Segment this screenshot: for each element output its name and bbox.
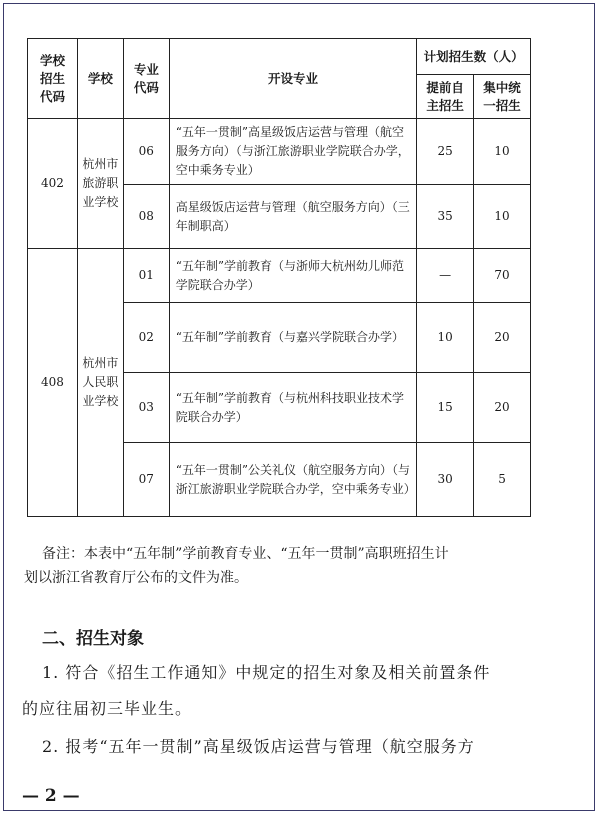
header-early: 提前自 主招生 bbox=[417, 75, 474, 119]
major-code-cell: 08 bbox=[123, 185, 169, 249]
header-major: 开设专业 bbox=[169, 39, 416, 119]
item-1-paragraph: 1. 符合《招生工作通知》中规定的招生对象及相关前置条件 bbox=[42, 663, 491, 682]
major-name-cell: 高星级饭店运营与管理（航空服务方向）（三年制职高） bbox=[169, 185, 416, 249]
school-code-cell: 402 bbox=[28, 119, 78, 249]
header-school-code: 学校 招生 代码 bbox=[28, 39, 78, 119]
major-name-cell: “五年制”学前教育（与浙师大杭州幼儿师范学院联合办学） bbox=[169, 249, 416, 303]
table-row bbox=[28, 249, 531, 303]
early-count-cell: 15 bbox=[417, 373, 474, 443]
major-name-cell: “五年制”学前教育（与嘉兴学院联合办学） bbox=[169, 303, 416, 373]
school-name-cell: 杭州市 人民职 业学校 bbox=[77, 249, 123, 517]
table-note-continued: 划以浙江省教育厅公布的文件为准。 bbox=[24, 570, 248, 586]
major-name-cell: “五年制”学前教育（与杭州科技职业技术学院联合办学） bbox=[169, 373, 416, 443]
header-school: 学校 bbox=[77, 39, 123, 119]
major-code-cell: 03 bbox=[123, 373, 169, 443]
unified-count-cell: 10 bbox=[474, 119, 531, 185]
unified-count-cell: 20 bbox=[474, 303, 531, 373]
table-row bbox=[28, 119, 531, 185]
page-number: — 2 — bbox=[22, 786, 80, 806]
unified-count-cell: 10 bbox=[474, 185, 531, 249]
early-count-cell: 35 bbox=[417, 185, 474, 249]
school-name-cell: 杭州市 旅游职 业学校 bbox=[77, 119, 123, 249]
early-count-cell: 30 bbox=[417, 443, 474, 517]
header-plan-total: 计划招生数（人） bbox=[417, 39, 531, 75]
major-code-cell: 06 bbox=[123, 119, 169, 185]
table-note: 备注：本表中“五年制”学前教育专业、“五年一贯制”高职班招生计 bbox=[42, 546, 449, 562]
section-title: 二、招生对象 bbox=[42, 629, 144, 649]
major-name-cell: “五年一贯制”高星级饭店运营与管理（航空服务方向）（与浙江旅游职业学院联合办学，空中乘务专业） bbox=[169, 119, 416, 185]
school-code-cell: 408 bbox=[28, 249, 78, 517]
unified-count-cell: 70 bbox=[474, 249, 531, 303]
major-code-cell: 01 bbox=[123, 249, 169, 303]
early-count-cell: 25 bbox=[417, 119, 474, 185]
item-2-paragraph: 2. 报考“五年一贯制”高星级饭店运营与管理（航空服务方 bbox=[42, 737, 475, 756]
unified-count-cell: 5 bbox=[474, 443, 531, 517]
major-code-cell: 07 bbox=[123, 443, 169, 517]
enrollment-plan-table bbox=[27, 38, 531, 517]
header-unified: 集中统 一招生 bbox=[474, 75, 531, 119]
early-count-cell: — bbox=[417, 249, 474, 303]
major-code-cell: 02 bbox=[123, 303, 169, 373]
header-major-code: 专业 代码 bbox=[123, 39, 169, 119]
early-count-cell: 10 bbox=[417, 303, 474, 373]
unified-count-cell: 20 bbox=[474, 373, 531, 443]
major-name-cell: “五年一贯制”公关礼仪（航空服务方向）（与浙江旅游职业学院联合办学，空中乘务专业） bbox=[169, 443, 416, 517]
item-1-paragraph-continued: 的应往届初三毕业生。 bbox=[22, 699, 193, 718]
